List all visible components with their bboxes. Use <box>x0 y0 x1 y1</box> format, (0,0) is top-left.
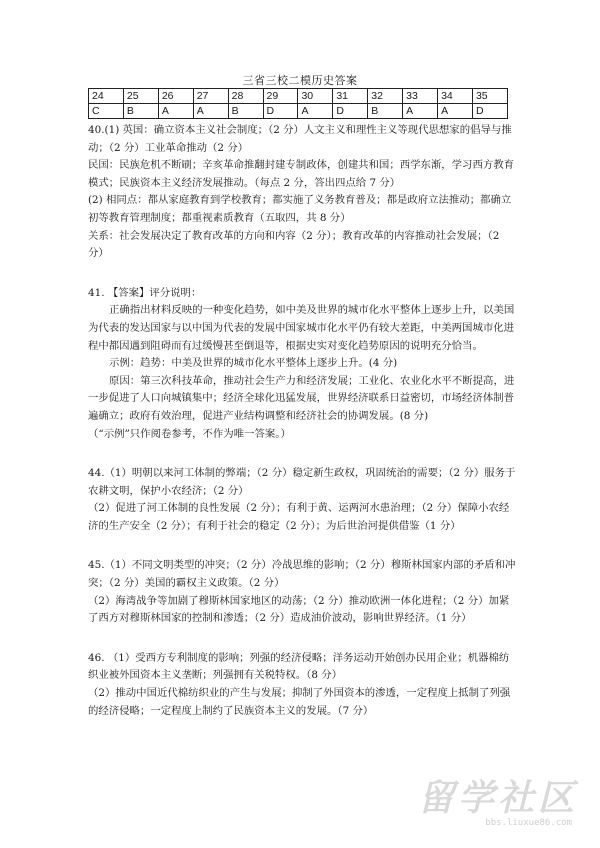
question-number-cell: 31 <box>333 89 368 104</box>
q40-part1-republic: 民国：民族危机不断刷；辛亥革命推翻封建专制政体，创建共和国；西学东渐，学习西方教育模式；民族资本主义经济发展推动。（每点 2 分，答出四点给 7 分） <box>88 159 515 189</box>
q41-example-trend: 示例：趋势：中美及世界的城市化水平整体上逐步上升。(4 分) <box>109 357 398 370</box>
q41-scoring-note: 正确指出材料反映的一种变化趋势，如中美及世界的城市化水平整体上逐步上升，以美国为代表的发达国家与以中国为代表的发展中国家城市化水平仍有较大差距，中美两国城市化进程中都因遇到阻碍而有过缓慢甚至倒退等，根据史实对变化趋势原因的说明充分恰当。 <box>88 304 515 352</box>
answer-letter-cell: A <box>438 104 473 119</box>
q40-part2-similarities: (2) 相同点：都从家庭教育到学校教育；都实施了义务教育普及；都是政府立法推动；都确立初等教育管理制度；都重视素质教育（五取四，共 8 分） <box>88 194 512 224</box>
answer-letter-cell: B <box>123 104 158 119</box>
answer-letter-cell: A <box>403 104 438 119</box>
watermark-logo-text: 留学社区 <box>417 778 578 819</box>
question-number-cell: 26 <box>158 89 193 104</box>
q44-part2: （2）促进了河工体制的良性发展（2 分）；有利于黄、运两河水患治理；（2 分）保障小农经济的生产安全（2 分）；有利于社会的稳定（2 分）；为后世治河提供借鉴（1 分） <box>88 502 510 532</box>
question-number-cell: 32 <box>368 89 403 104</box>
question-number-cell: 27 <box>193 89 228 104</box>
answer-key-table <box>88 88 508 119</box>
document-title: 三省三校二模历史答案 <box>242 74 358 87</box>
q40-part1-england: 40.(1) 英国：确立资本主义社会制度；（2 分）人文主义和理性主义等现代思想家的倡导与推动；（2 分）工业革命推动（2 分） <box>88 124 512 154</box>
question-number-cell: 25 <box>123 89 158 104</box>
answer-letter-cell: D <box>333 104 368 119</box>
question-number-cell: 30 <box>298 89 333 104</box>
q45-part1: 45.（1）不同文明类型的冲突；（2 分）冷战思维的影响；（2 分）穆斯林国家内部的矛盾和冲突；（2 分）美国的霸权主义政策。（2 分） <box>88 559 516 590</box>
site-watermark-logo <box>388 770 578 840</box>
answer-body <box>88 122 518 720</box>
answer-letter-cell: B <box>228 104 263 119</box>
q46-part2: （2）推动中国近代棉纺织业的产生与发展；抑制了外国资本的渗透，一定程度上抵制了列强的经济侵略；一定程度上制约了民族资本主义的发展。（7 分） <box>88 687 511 717</box>
answer-letter-cell: A <box>193 104 228 119</box>
answer-letter-cell: B <box>368 104 403 119</box>
question-number-row <box>89 89 508 104</box>
q46-part1: 46. （1）受西方专利制度的影响；列强的经济侵略；洋务运动开始创办民用企业；机器棉纺织业被外国资本主义垄断；列强拥有关税特权。（8 分） <box>88 651 510 682</box>
question-number-cell: 34 <box>438 89 473 104</box>
q45-part2: （2）海湾战争等加剧了穆斯林国家地区的动荡；（2 分）推动欧洲一体化进程；（2 分）加紧了西方对穆斯林国家的控制和渗透；（2 分）造成油价波动，影响世界经济。（1 分） <box>88 594 510 625</box>
q40-relationship: 关系：社会发展决定了教育改革的方向和内容（2 分）；教育改革的内容推动社会发展；（2 分） <box>88 229 500 260</box>
answer-letter-cell: D <box>472 104 507 119</box>
answer-letter-row <box>89 104 508 119</box>
q41-example-reasons: 原因：第三次科技革命，推动社会生产力和经济发展；工业化、农业化水平不断提高，进一步促进了人口向城镇集中；经济全球化迅猛发展，世界经济联系日益密切，市场经济体制普遍确立；政府有效治理，促进产业结构调整和经济社会的协调发展。(8 分) <box>88 374 515 422</box>
q41-heading: 41. 【答案】评分说明： <box>88 286 202 299</box>
q41-example-disclaimer: （“示例”只作阅卷参考，不作为唯一答案。） <box>88 427 291 440</box>
question-number-cell: 35 <box>472 89 507 104</box>
answer-letter-cell: A <box>298 104 333 119</box>
question-number-cell: 28 <box>228 89 263 104</box>
q44-part1: 44.（1）明朝以来河工体制的弊端；（2 分）稳定新生政权，巩固统治的需要；（2 分）服务于农耕文明，保护小农经济；（2 分） <box>88 467 516 497</box>
question-number-cell: 29 <box>263 89 298 104</box>
answer-letter-cell: C <box>89 104 124 119</box>
watermark-url: bbs.liuxue86.com <box>485 818 572 828</box>
answer-letter-cell: A <box>158 104 193 119</box>
question-number-cell: 33 <box>403 89 438 104</box>
answer-letter-cell: D <box>263 104 298 119</box>
question-number-cell: 24 <box>89 89 124 104</box>
